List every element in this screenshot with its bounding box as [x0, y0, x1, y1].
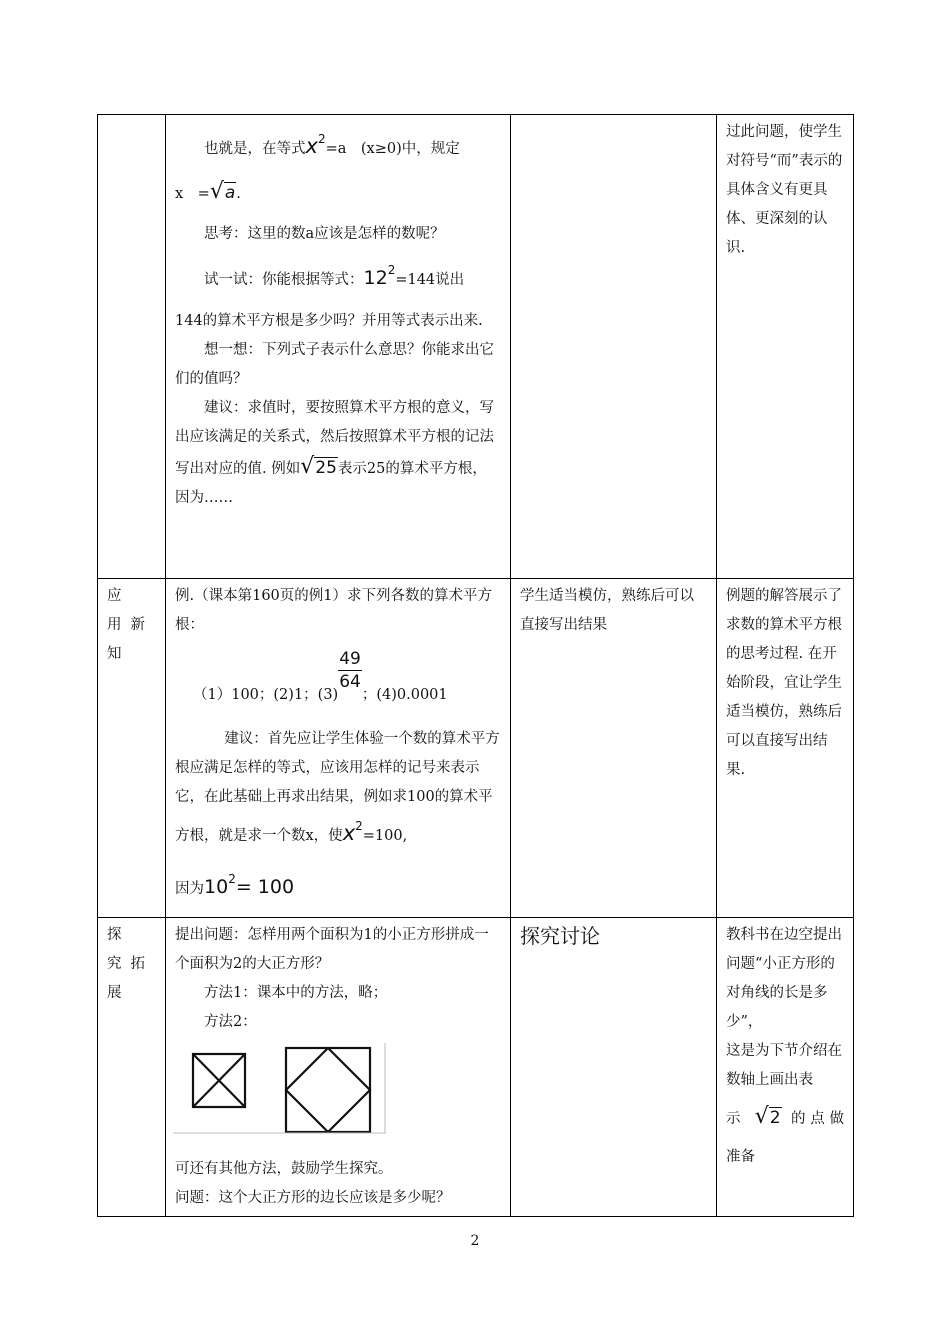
fraction: $\frac{49}{64}$: [339, 649, 361, 692]
sqrt-icon: √: [300, 454, 315, 479]
math-exponent: 2: [355, 819, 363, 833]
activity-cell: [511, 115, 717, 579]
example-items: （1）100；(2)1；(3) $\frac{49}{64}$ ；(4)0.0001: [193, 649, 448, 703]
inscribed-square: [286, 1048, 370, 1132]
category-cell: [98, 918, 166, 1217]
math-exponent: 2: [317, 132, 326, 146]
math-x: x: [342, 821, 356, 845]
content-cell: [166, 579, 511, 918]
method2-text: 方法2：: [204, 1014, 257, 1030]
sqrt-icon: √: [754, 1104, 769, 1129]
radicand: 25: [315, 458, 337, 478]
intent-cell: [717, 918, 854, 1217]
math-x: x: [305, 134, 318, 158]
intent-end: 准备: [726, 1149, 755, 1165]
category-cell: [98, 579, 166, 918]
think2-text: 想一想：下列式子表示什么意思？你能求出它们的值吗？: [175, 342, 494, 387]
example-text: 例.（课本第160页的例1）求下列各数的算术平方根：: [175, 588, 493, 633]
activity-heading: 探究讨论: [520, 924, 600, 948]
think-text: 思考：这里的数a应该是怎样的数呢？: [204, 226, 445, 242]
problem-text: 提出问题：怎样用两个面积为1的小正方形拼成一个面积为2的大正方形？: [175, 927, 489, 972]
intent-text-2: 这是为下节介绍在数轴上画出表: [726, 1043, 842, 1088]
page-number: 2: [470, 1233, 480, 1249]
because-line: 因为$10^2= 100$: [175, 872, 295, 898]
definition-result: x =√a.: [175, 179, 241, 204]
method1-text: 方法1：课本中的方法，略；: [204, 985, 388, 1001]
table-row: [98, 579, 854, 918]
category-cell: [98, 115, 166, 579]
sqrt-icon: √: [209, 179, 224, 204]
large-square: [286, 1048, 370, 1132]
category-label: 应 用新知: [107, 588, 145, 662]
category-label: 探 究拓展: [107, 927, 145, 1001]
other-methods-text: 可还有其他方法，鼓励学生探究。: [175, 1161, 393, 1177]
suggest-text: 建议：首先应让学生体验一个数的算术平方根应满足怎样的等式，应该用怎样的记号来表示它，在此基础上再求出结果，例如求100的算术平方根，就是求一个数x，使$x^2=100$,: [175, 731, 500, 845]
intent-text: 教科书在边空提出问题“小正方形的对角线的长是多少”，: [726, 927, 842, 1030]
activity-text: 学生适当模仿，熟练后可以直接写出结果: [520, 588, 694, 633]
intent-text: 过此问题，使学生对符号“而”表示的具体含义有更具体、更深刻的认识.: [726, 124, 843, 256]
intent-show-line: 示 √2 的点做: [726, 1104, 845, 1129]
math-base: 12: [363, 267, 388, 289]
definition-line: 也就是，在等式$x^2=a$ (x≥0)中，规定: [204, 132, 460, 158]
table-row: [98, 918, 854, 1217]
content-cell: [166, 918, 511, 1217]
table-row: [98, 115, 854, 579]
lesson-plan-table: [97, 114, 854, 1217]
try-continuation: 144的算术平方根是多少吗？并用等式表示出来.: [175, 313, 483, 329]
try-line: 试一试：你能根据等式：$12^2=144$说出: [204, 263, 465, 289]
radicand: 2: [769, 1108, 781, 1128]
radicand: a: [224, 183, 236, 203]
content-cell: [166, 115, 511, 579]
question-text: 问题：这个大正方形的边长应该是多少呢？: [175, 1190, 451, 1206]
activity-cell: [511, 918, 717, 1217]
math-exponent: 2: [387, 263, 396, 277]
intent-cell: [717, 115, 854, 579]
intent-text: 例题的解答展示了求数的算术平方根的思考过程. 在开始阶段，宜让学生适当模仿，熟练后可以直接写出结果.: [726, 588, 842, 778]
square-diagram: [173, 1043, 388, 1135]
suggest-text: 建议：求值时，要按照算术平方根的意义，写出应该满足的关系式，然后按照算术平方根的记法写出对应的值. 例如√25表示25的算术平方根，因为……: [175, 400, 494, 506]
activity-cell: [511, 579, 717, 918]
intent-cell: [717, 579, 854, 918]
